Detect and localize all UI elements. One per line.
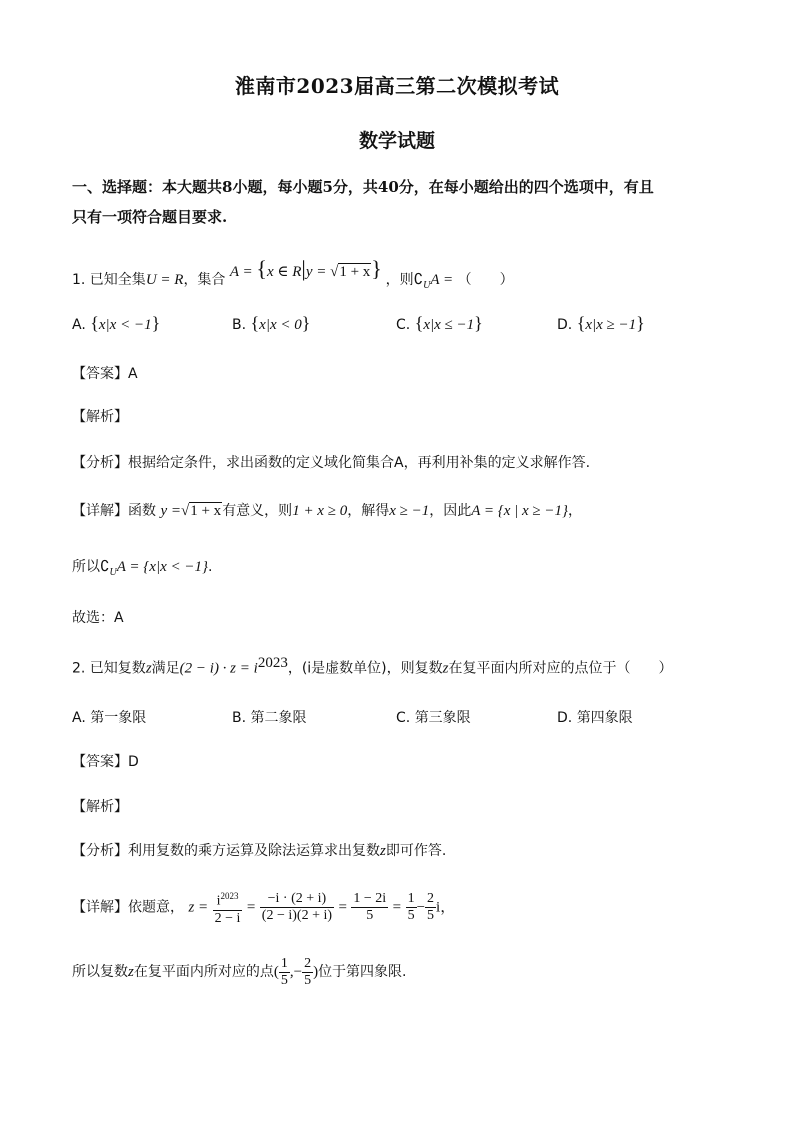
bar: | <box>265 317 270 333</box>
fenxi-tag: 【分析】 <box>72 455 128 471</box>
so-end: . <box>207 559 213 575</box>
q1-set-bar: | <box>301 256 306 281</box>
page-title: 淮南市2023届高三第二次模拟考试 <box>234 74 560 98</box>
q2-eq: (2 − i) · z = i <box>179 660 258 677</box>
option-letter: A. <box>72 710 86 726</box>
q1-prefix: 1. 已知全集 <box>72 272 146 288</box>
q1-conclusion <box>72 556 212 578</box>
option-letter: B. <box>232 317 247 333</box>
xj-text: 函数 <box>128 503 156 519</box>
radicand: 1 + x <box>190 503 222 519</box>
q1-set-definition <box>229 256 386 281</box>
q2-z2: z <box>442 660 449 677</box>
fraction-5 <box>425 891 436 924</box>
q1-universe: U = R <box>145 272 184 288</box>
frac-num: i <box>216 893 221 909</box>
complement-symbol: ∁ <box>100 559 110 575</box>
q2-prefix: 2. 已知复数 <box>72 660 146 677</box>
q1-then: ，则 <box>385 272 414 288</box>
frac-num: 1 − 2i <box>353 890 387 906</box>
answer-tag: 【答案】 <box>72 754 128 770</box>
so-text: 位于第四象限. <box>318 964 407 980</box>
q1-option-b <box>232 312 310 336</box>
q1-option-a <box>72 312 160 336</box>
q1-option-d <box>557 312 645 336</box>
q1-set-a: A = <box>229 264 253 280</box>
q2-option-c <box>396 707 471 727</box>
option-cond: x ≤ −1 <box>434 317 475 333</box>
point-x-fraction <box>279 956 290 989</box>
point-y-fraction <box>302 956 313 989</box>
brace-open: { <box>414 313 424 333</box>
xj-fn: y = <box>160 503 181 519</box>
i-end: i， <box>436 899 456 916</box>
q2-option-d <box>557 707 633 727</box>
q1-option-c <box>396 312 483 336</box>
q2-z: z <box>145 660 152 677</box>
equals: = <box>338 899 347 916</box>
frac-den: 5 <box>427 907 435 923</box>
paren-open: ( <box>273 964 279 980</box>
q1-set-brace-close: } <box>371 256 382 281</box>
option-letter: C. <box>396 317 411 333</box>
brace-open: { <box>250 313 260 333</box>
option-letter: D. <box>557 710 573 726</box>
frac-den: (2 − i)(2 + i) <box>261 907 333 923</box>
frac-num: 1 <box>407 890 415 906</box>
q2-option-a <box>72 707 146 727</box>
option-letter: B. <box>232 710 247 726</box>
frac-num: 2 <box>427 890 435 906</box>
option-var: x <box>259 317 266 333</box>
paren-close: ) <box>313 964 319 980</box>
frac-den: 5 <box>280 972 288 988</box>
brace-close: } <box>474 313 483 333</box>
answer-value: A <box>128 366 138 382</box>
brace-close: } <box>636 313 645 333</box>
fraction-3 <box>351 891 388 924</box>
option-text: 第一象限 <box>90 710 147 726</box>
q2-analysis-tag: 【解析】 <box>72 799 128 815</box>
so-z: z <box>128 964 134 980</box>
so-set: A = {x|x < −1} <box>116 559 208 575</box>
q1-answer <box>72 363 138 383</box>
bar: | <box>105 317 110 333</box>
q2-eq-exp: 2023 <box>257 655 288 671</box>
xiangjie-tag: 【详解】 <box>72 503 128 519</box>
section-heading-line2: 只有一项符合题目要求. <box>72 208 228 226</box>
q1-set-radicand: 1 + x <box>339 264 371 280</box>
fraction-1 <box>213 888 243 927</box>
q1-mid: ，集合 <box>183 272 226 288</box>
answer-value: D <box>128 754 139 770</box>
q2-conclusion <box>72 954 407 990</box>
bar: | <box>592 317 597 333</box>
radical: √ <box>180 503 190 519</box>
bar: | <box>430 317 435 333</box>
q1-set-in: x ∈ R <box>266 264 302 280</box>
fenxi-tag: 【分析】 <box>72 843 128 859</box>
equals: = <box>392 899 402 916</box>
fraction-2 <box>260 891 334 924</box>
option-cond: x < 0 <box>269 317 302 333</box>
q2-mid: 满足 <box>151 660 180 677</box>
frac-num-exp: 2023 <box>220 891 239 901</box>
frac-den: 5 <box>407 907 415 923</box>
option-var: x <box>585 317 592 333</box>
question-1-stem <box>72 256 514 301</box>
fraction-4 <box>406 891 417 924</box>
page-subtitle: 数学试题 <box>358 130 435 152</box>
option-text: 第三象限 <box>414 710 471 726</box>
xj-text: 依题意， <box>128 899 184 916</box>
q1-analysis-tag: 【解析】 <box>72 409 128 425</box>
frac-num: 2 <box>304 955 312 971</box>
xiangjie-tag: 【详解】 <box>72 899 128 916</box>
q1-xiangjie <box>72 500 582 520</box>
q2-answer <box>72 751 139 771</box>
option-letter: A. <box>72 317 86 333</box>
option-letter: D. <box>557 317 573 333</box>
so-text: 所以复数 <box>72 964 128 980</box>
so-text: 所以 <box>72 559 100 575</box>
fenxi-text: 根据给定条件，求出函数的定义域化简集合A，再利用补集的定义求解作答. <box>128 455 591 471</box>
question-2-stem <box>72 655 673 678</box>
q2-fenxi <box>72 840 446 860</box>
option-var: x <box>423 317 430 333</box>
frac-num: 1 <box>280 955 288 971</box>
brace-close: } <box>301 313 311 333</box>
q1-set-brace-open: { <box>256 256 267 281</box>
answer-tag: 【答案】 <box>72 366 128 382</box>
equals: = <box>246 899 256 916</box>
comma-minus: ,− <box>289 964 303 980</box>
q1-complement-a: A = <box>430 272 454 288</box>
xj-set: A = {x | x ≥ −1} <box>471 503 569 519</box>
so-text: 在复平面内所对应的点 <box>133 964 274 980</box>
xj-ineq: 1 + x ≥ 0 <box>292 503 348 519</box>
option-text: 第二象限 <box>250 710 307 726</box>
frac-den: 5 <box>366 907 374 923</box>
xj-text: ， <box>568 503 583 519</box>
fenxi-text: 利用复数的乘方运算及除法运算求出复数 <box>128 843 380 859</box>
q1-fenxi <box>72 452 590 472</box>
q2-rest: ，(i是虚数单位)，则复数 <box>287 660 443 677</box>
fenxi-end: 即可作答. <box>385 843 447 859</box>
fenxi-z: z <box>380 843 386 859</box>
brace-open: { <box>90 313 99 333</box>
q1-set-y: y = <box>305 264 327 280</box>
xj-sol: x ≥ −1 <box>389 503 430 519</box>
q2-option-b <box>232 707 307 727</box>
option-cond: x ≥ −1 <box>596 317 637 333</box>
option-cond: x < −1 <box>109 317 152 333</box>
frac-num: −i · (2 + i) <box>260 891 334 908</box>
q1-complement-symbol: ∁ <box>413 272 424 288</box>
section-heading-line1: 一、选择题：本大题共8小题，每小题5分，共40分，在每小题给出的四个选项中，有且 <box>72 178 654 196</box>
minus: − <box>416 899 426 916</box>
brace-close: } <box>151 313 161 333</box>
q2-xiangjie <box>72 888 455 927</box>
xj-text: 有意义，则 <box>222 503 293 519</box>
xj-z: z = <box>188 899 209 916</box>
xj-text: ，因此 <box>429 503 472 519</box>
option-var: x <box>98 317 106 333</box>
complement-sub: U <box>109 566 117 578</box>
q1-paren: （ ） <box>457 272 514 288</box>
frac-den: 2 − i <box>214 910 241 926</box>
q1-set-radical: √ <box>330 264 339 280</box>
option-letter: C. <box>396 710 411 726</box>
xj-text: ，解得 <box>347 503 390 519</box>
option-text: 第四象限 <box>576 710 633 726</box>
frac-den: 5 <box>304 972 312 988</box>
q1-choose: 故选：A <box>72 610 124 626</box>
q2-rest2: 在复平面内所对应的点位于（ ） <box>448 660 673 677</box>
brace-open: { <box>576 313 586 333</box>
q1-complement-sub: U <box>423 279 431 291</box>
